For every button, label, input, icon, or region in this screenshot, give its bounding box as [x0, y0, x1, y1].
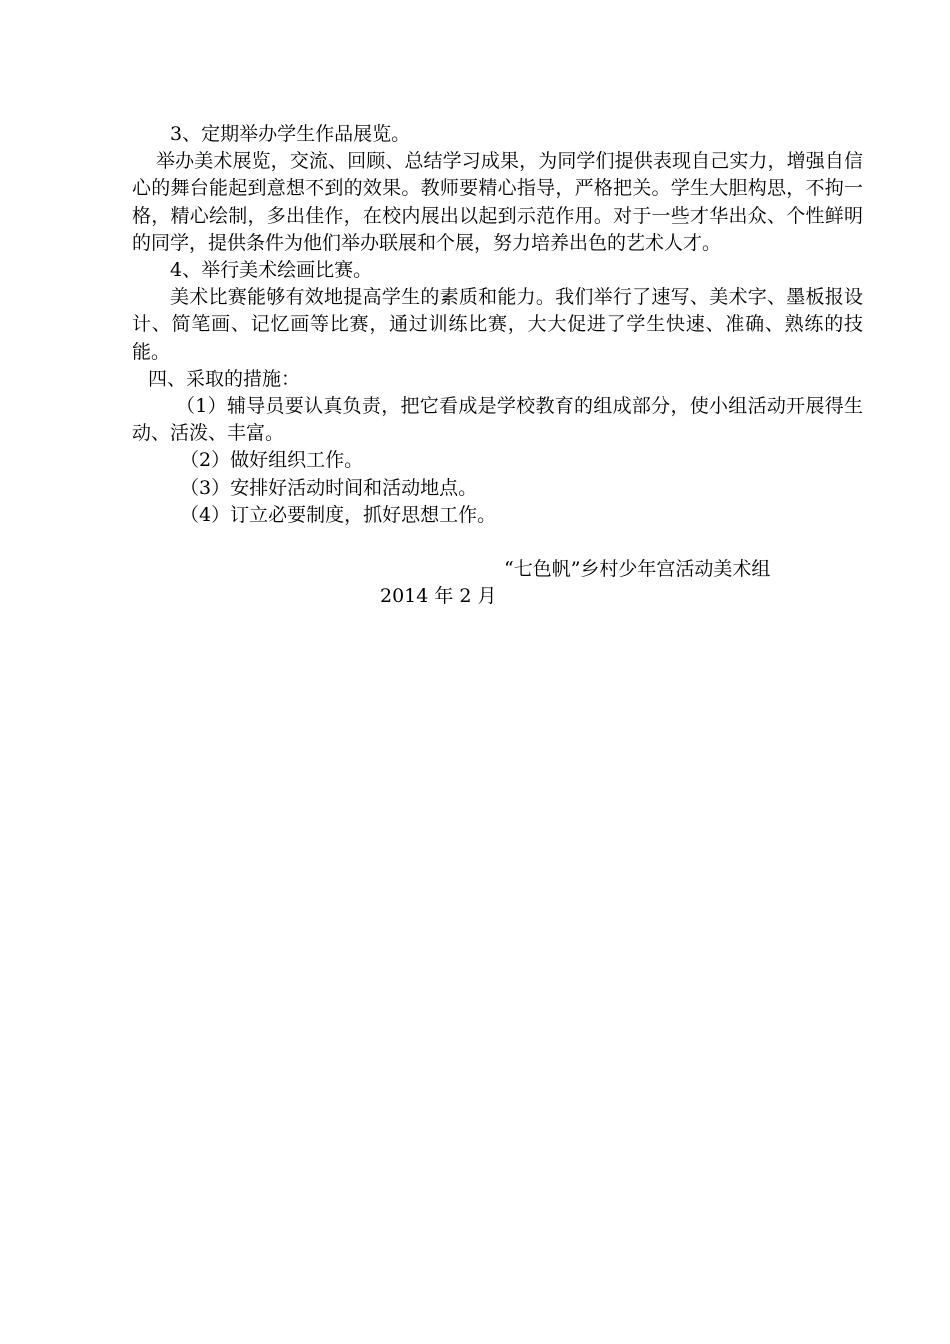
measure-item-2: （2）做好组织工作。: [180, 449, 364, 472]
blank-line: [132, 529, 863, 556]
measure-item-3: （3）安排好活动时间和活动地点。: [180, 476, 478, 499]
subheading-exhibition: 3、定期举办学生作品展览。: [170, 123, 411, 145]
paragraph-exhibition: 举办美术展览，交流、回顾、总结学习成果，为同学们提供表现自己实力，增强自信心的舞台能起到意想不到的效果。教师要精心指导，严格把关。学生大胆构思，不拘一格，精心绘制，多出佳作，在校内展出以起到示范作用。对于一些才华出众、个性鲜明的同学，提供条件为他们举办联展和个展，努力培养出色的艺术人才。: [132, 150, 863, 254]
measure-item-1: （1）辅导员要认真负责，把它看成是学校教育的组成部分，使小组活动开展得生动、活泼、丰富。: [132, 395, 863, 445]
section-heading-measures: 四、采取的措施：: [148, 367, 301, 390]
date-line: 2014 年 2 月: [380, 585, 497, 608]
signature: “七色帆”乡村少年宫活动美术组: [504, 558, 771, 581]
document-body: [132, 121, 863, 610]
measure-item-4: （4）订立必要制度，抓好思想工作。: [180, 503, 497, 526]
paragraph-competition: 美术比赛能够有效地提高学生的素质和能力。我们举行了速写、美术字、墨板报设计、简笔画、记忆画等比赛，通过训练比赛，大大促进了学生快速、准确、熟练的技能。: [132, 286, 863, 363]
subheading-competition: 4、举行美术绘画比赛。: [170, 259, 373, 282]
